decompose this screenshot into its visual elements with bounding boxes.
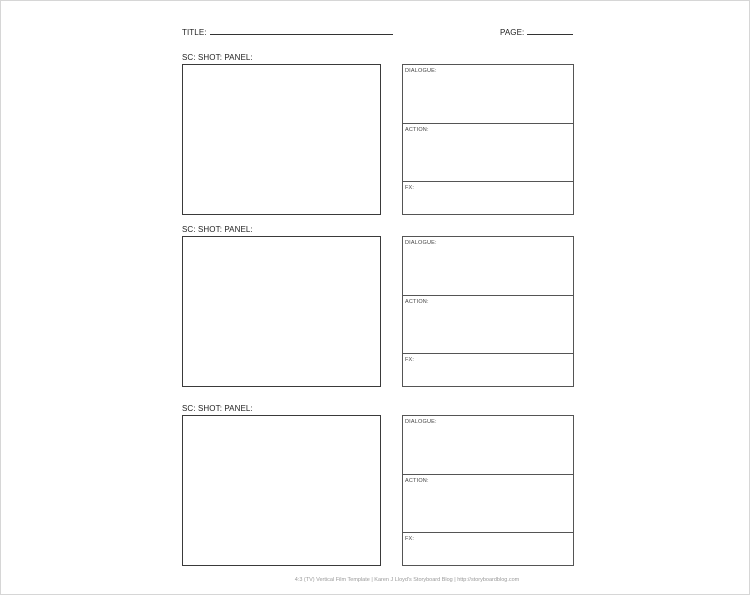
sketch-panel-frame [182,236,381,387]
page-label: PAGE: [500,28,525,37]
action-section [403,475,573,533]
dialogue-section [403,416,573,475]
action-label: ACTION: [405,127,429,133]
action-label: ACTION: [405,478,429,484]
dialogue-section [403,237,573,296]
notes-box [402,64,574,215]
action-label: ACTION: [405,299,429,305]
title-underline [210,34,393,35]
dialogue-label: DIALOGUE: [405,68,437,74]
sketch-panel-frame [182,415,381,566]
action-section [403,124,573,182]
scene-shot-panel-label: SC: SHOT: PANEL: [182,404,253,413]
scene-shot-panel-label: SC: SHOT: PANEL: [182,225,253,234]
fx-section [403,182,573,214]
fx-section [403,533,573,565]
fx-label: FX: [405,357,415,363]
fx-label: FX: [405,536,415,542]
sketch-panel-frame [182,64,381,215]
fx-label: FX: [405,185,415,191]
scene-shot-panel-label: SC: SHOT: PANEL: [182,53,253,62]
dialogue-section [403,65,573,124]
notes-box [402,236,574,387]
dialogue-label: DIALOGUE: [405,419,437,425]
dialogue-label: DIALOGUE: [405,240,437,246]
notes-box [402,415,574,566]
title-label: TITLE: [182,28,207,37]
fx-section [403,354,573,386]
action-section [403,296,573,354]
footer-credit: 4:3 (TV) Vertical Film Template | Karen J Lloyd's Storyboard Blog | http://storyboardblog.com [294,577,520,583]
page-underline [527,34,573,35]
